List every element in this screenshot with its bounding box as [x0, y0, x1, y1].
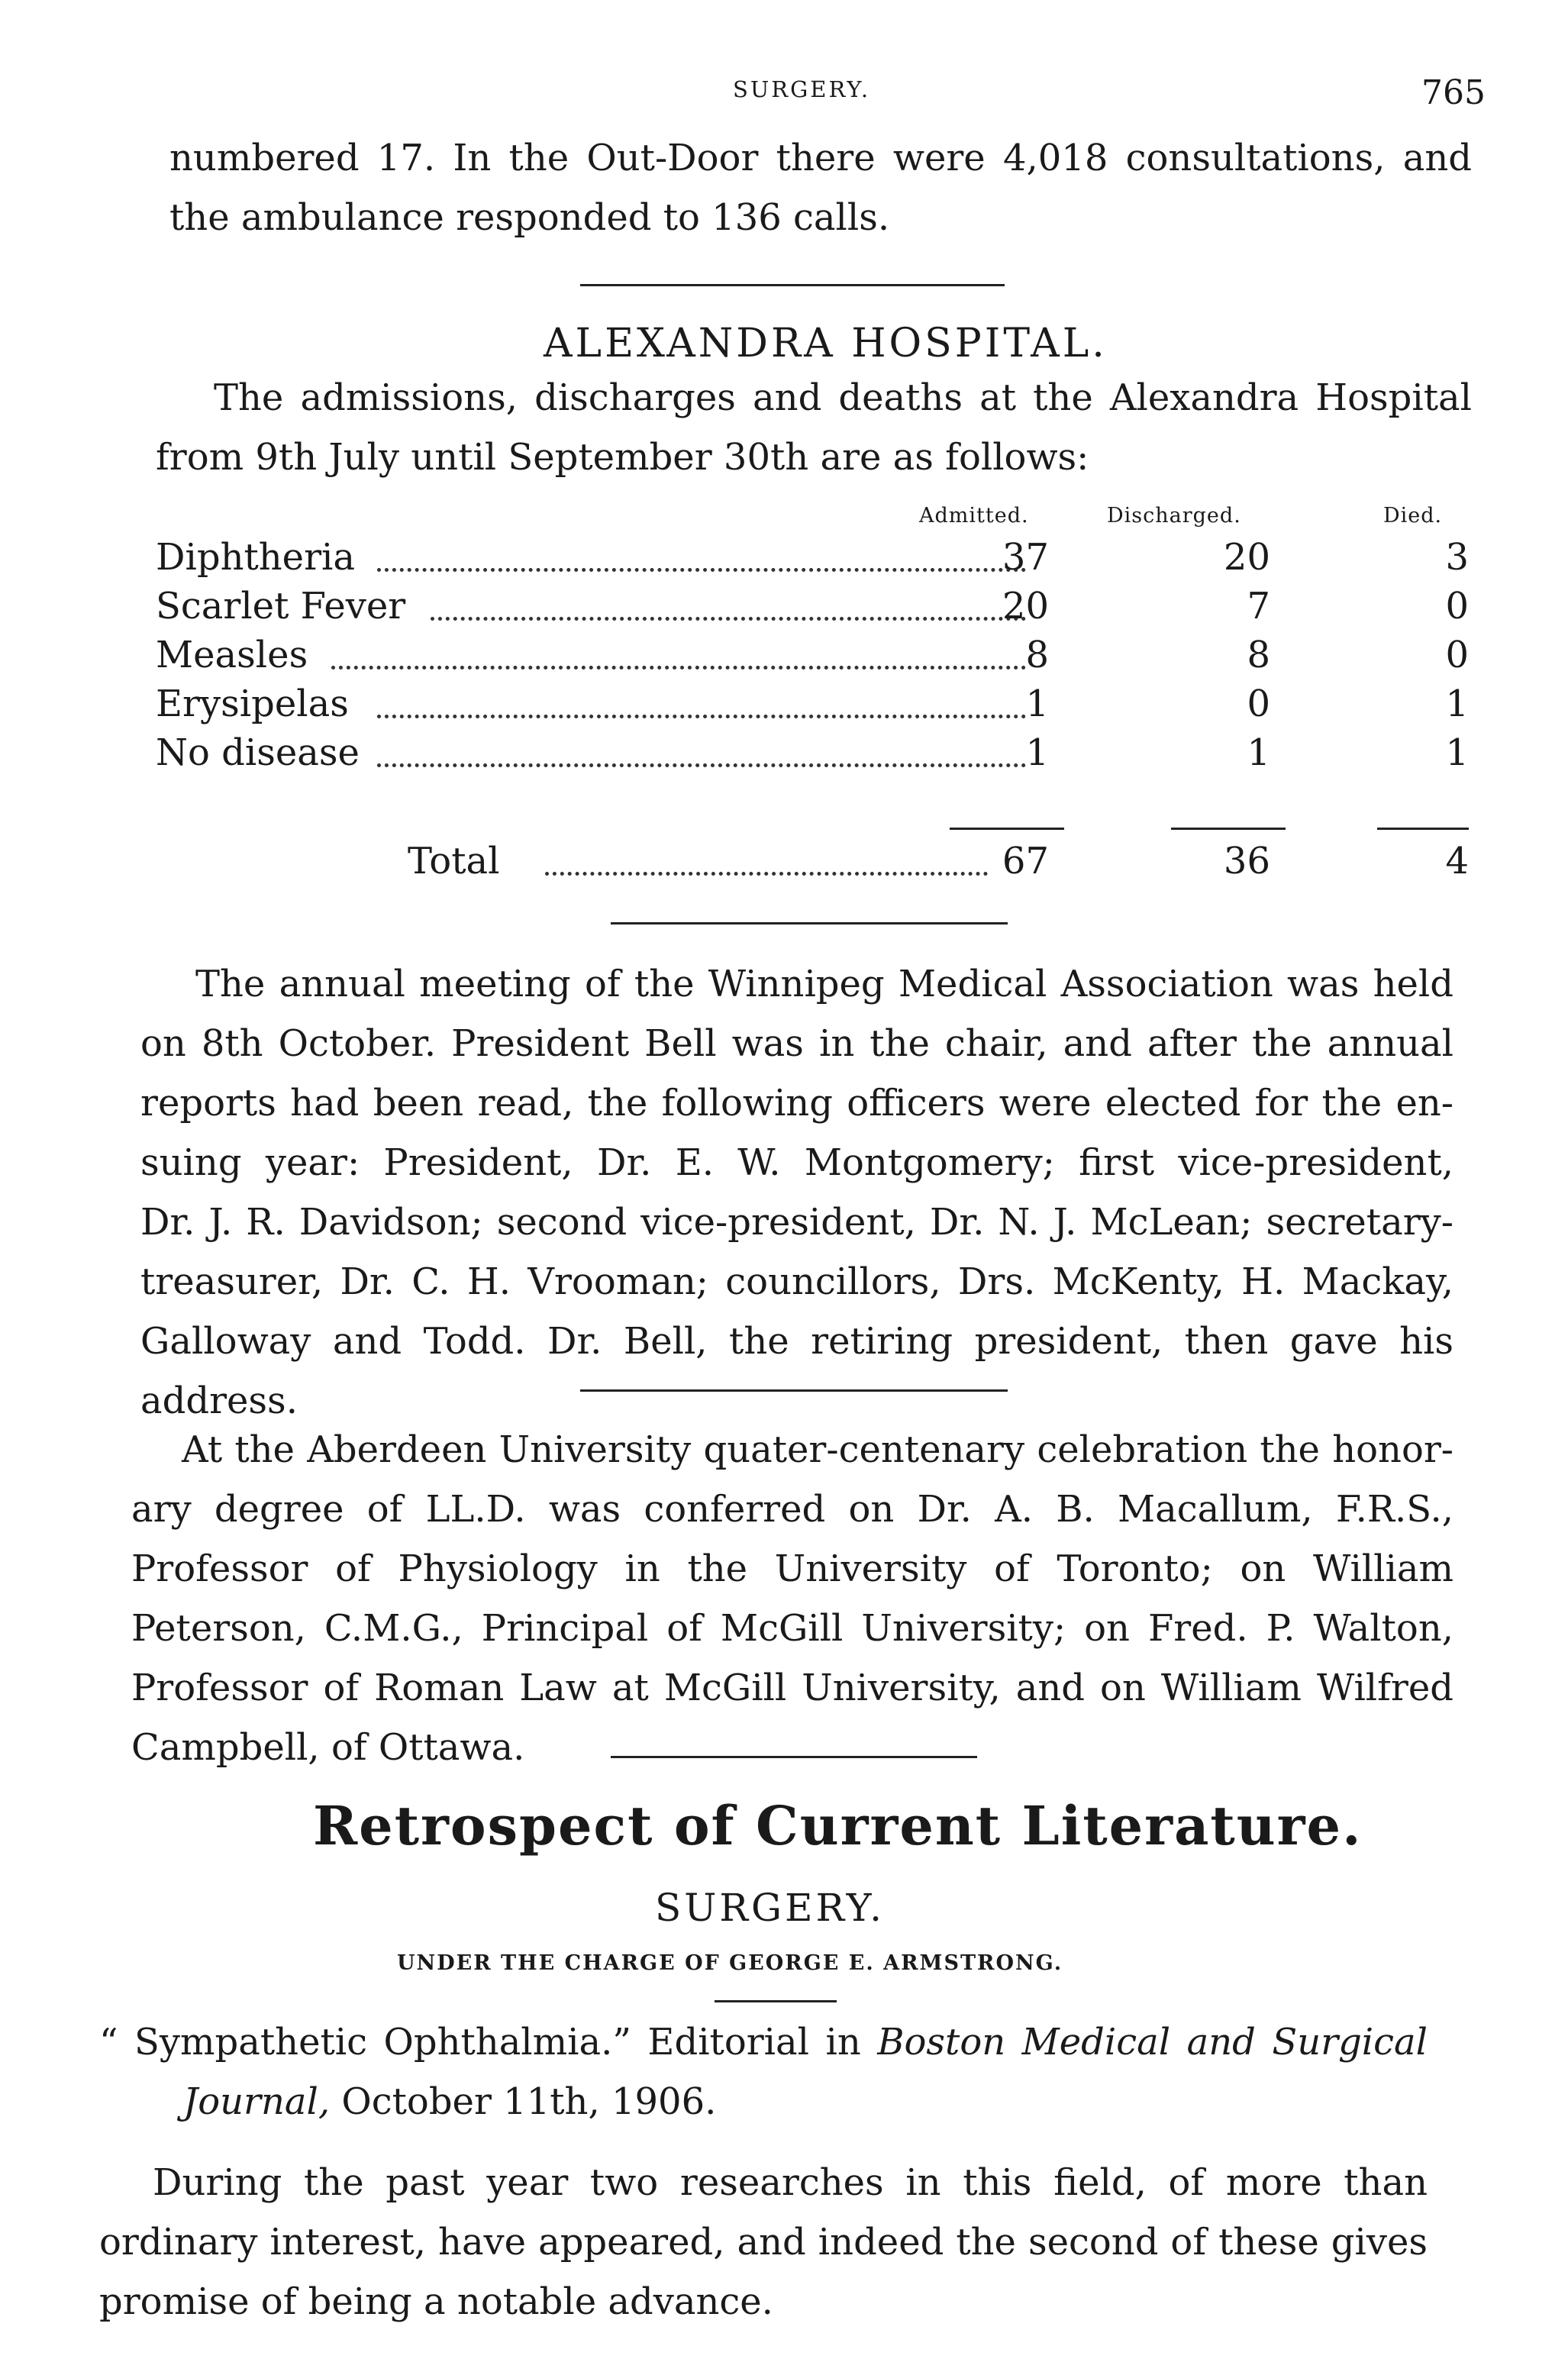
text-line: At the Aberdeen University quater-centenary celebration the honor- [182, 1428, 1453, 1471]
text-line: During the past year two researches in this field, of more than [153, 2161, 1428, 2204]
table-row [156, 682, 1469, 731]
cell-discharged: 7 [1247, 585, 1270, 628]
total-admitted: 67 [1002, 840, 1049, 883]
cell-died: 1 [1445, 682, 1469, 725]
cell-died: 0 [1445, 634, 1469, 676]
sum-rule [950, 828, 1064, 830]
retrospect-title: Retrospect of Current Literature. [313, 1794, 1363, 1857]
cell-died: 0 [1445, 585, 1469, 628]
winnipeg-paragraph [140, 954, 1453, 1431]
cell-died: 1 [1445, 731, 1469, 774]
text-line: Galloway and Todd. Dr. Bell, the retiring president, then gave his [140, 1320, 1453, 1363]
text-line: from 9th July until September 30th are as follows: [156, 436, 1089, 479]
text-line: Campbell, of Ottawa. [131, 1726, 525, 1769]
col-head-admitted: Admitted. [919, 504, 1029, 528]
citation-journal-cont: Journal, [183, 2080, 331, 2123]
text-line: suing year: President, Dr. E. W. Montgomery; first vice-president, [140, 1141, 1453, 1184]
hospital-intro [156, 368, 1472, 487]
citation-line [99, 2072, 1428, 2131]
text-line: reports had been read, the following officers were elected for the en- [140, 1082, 1453, 1125]
text-line: Professor of Physiology in the University of Toronto; on William [131, 1547, 1453, 1590]
divider [580, 284, 1005, 286]
citation-journal: Boston Medical and Surgical [877, 2021, 1428, 2064]
total-label: Total [408, 840, 500, 883]
table-row [156, 585, 1469, 634]
row-label: Erysipelas [156, 682, 349, 725]
leader-dots [377, 568, 1026, 572]
text-line: address. [140, 1380, 298, 1422]
page-number: 765 [1421, 73, 1486, 112]
text-line: on 8th October. President Bell was in the chair, and after the annual [140, 1022, 1453, 1065]
text-line: Professor of Roman Law at McGill University, and on William Wilfred [131, 1667, 1453, 1709]
citation [99, 2012, 1428, 2131]
article-body [99, 2153, 1428, 2331]
leader-dots [377, 763, 1026, 767]
sum-rule [1377, 828, 1469, 830]
intro-paragraph [169, 128, 1472, 247]
text-line: ary degree of LL.D. was conferred on Dr. A. B. Macallum, F.R.S., [131, 1488, 1453, 1531]
cell-discharged: 20 [1223, 536, 1270, 579]
cell-discharged: 0 [1247, 682, 1270, 725]
section-title-surgery: SURGERY. [655, 1886, 886, 1930]
text-line: promise of being a notable advance. [99, 2280, 773, 2323]
text-line: The admissions, discharges and deaths at the Alexandra Hospital [214, 376, 1472, 419]
cell-admitted: 8 [1025, 634, 1049, 676]
row-label: Diphtheria [156, 536, 355, 579]
total-died: 4 [1445, 840, 1469, 883]
leader-dots [377, 715, 1026, 718]
cell-admitted: 20 [1002, 585, 1049, 628]
text-line: Peterson, C.M.G., Principal of McGill University; on Fred. P. Walton, [131, 1607, 1453, 1650]
cell-admitted: 37 [1002, 536, 1049, 579]
cell-admitted: 1 [1025, 731, 1049, 774]
citation-title: “ Sympathetic Ophthalmia.” Editorial in [99, 2021, 861, 2064]
row-label: No disease [156, 731, 360, 774]
total-discharged: 36 [1223, 840, 1270, 883]
sum-rule [1171, 828, 1286, 830]
text-line: The annual meeting of the Winnipeg Medical Association was held [195, 963, 1453, 1005]
divider [611, 922, 1008, 925]
aberdeen-paragraph [131, 1420, 1453, 1777]
table-row [156, 634, 1469, 682]
citation-line [99, 2012, 1428, 2072]
text-line: ordinary interest, have appeared, and indeed the second of these gives [99, 2221, 1428, 2264]
text-line: Dr. J. R. Davidson; second vice-president, Dr. N. J. McLean; secretary- [140, 1201, 1453, 1244]
hospital-title: ALEXANDRA HOSPITAL. [544, 321, 1108, 366]
table-row [156, 536, 1469, 585]
divider [715, 2000, 837, 2002]
row-label: Measles [156, 634, 308, 676]
leader-dots [545, 872, 988, 876]
citation-date: October 11th, 1906. [341, 2080, 717, 2123]
cell-admitted: 1 [1025, 682, 1049, 725]
text-line: treasurer, Dr. C. H. Vrooman; councillors, Drs. McKenty, H. Mackay, [140, 1260, 1453, 1303]
divider [611, 1756, 977, 1758]
text-line: numbered 17. In the Out-Door there were 4,018 consultations, and [169, 137, 1472, 179]
leader-dots [431, 617, 1026, 621]
total-row [156, 840, 1469, 889]
divider [580, 1389, 1008, 1392]
table-row [156, 731, 1469, 780]
leader-dots [331, 666, 1026, 670]
charge-line: UNDER THE CHARGE OF GEORGE E. ARMSTRONG. [397, 1951, 1063, 1975]
text-line: the ambulance responded to 136 calls. [169, 196, 890, 239]
row-label: Scarlet Fever [156, 585, 406, 628]
col-head-discharged: Discharged. [1107, 504, 1241, 528]
cell-discharged: 1 [1247, 731, 1270, 774]
cell-discharged: 8 [1247, 634, 1270, 676]
running-head: SURGERY. [733, 76, 871, 102]
cell-died: 3 [1445, 536, 1469, 579]
col-head-died: Died. [1383, 504, 1443, 528]
